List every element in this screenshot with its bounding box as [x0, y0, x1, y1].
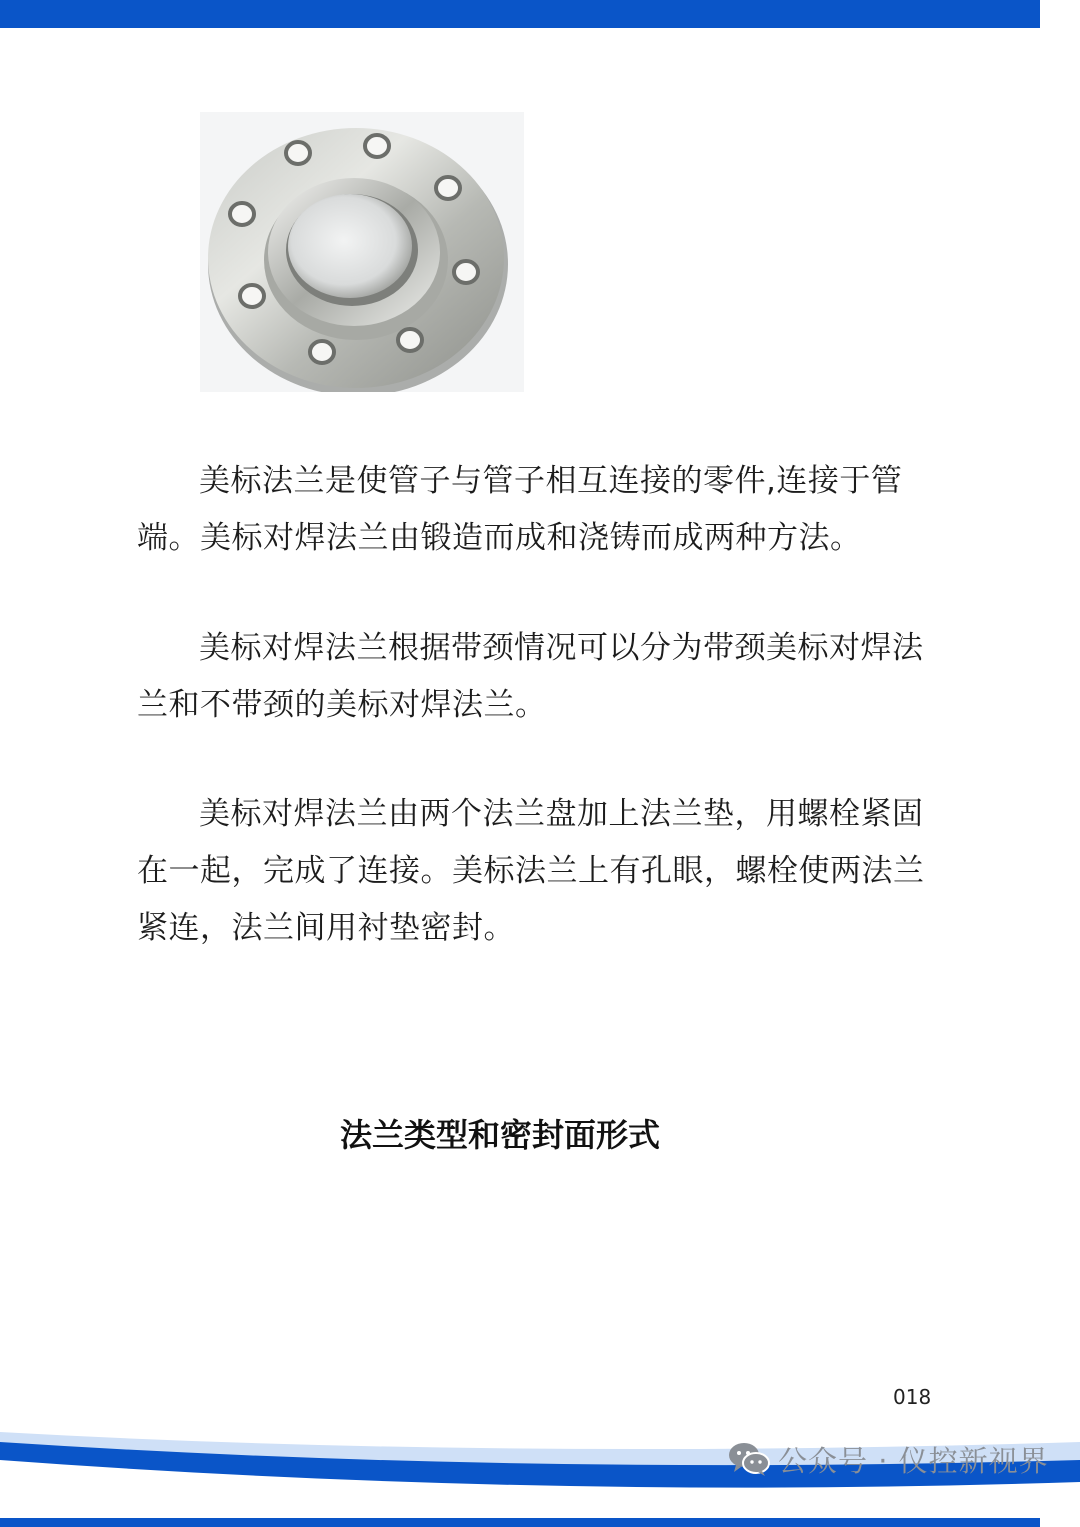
paragraph-connection: 美标对焊法兰由两个法兰盘加上法兰垫，用螺栓紧固在一起，完成了连接。美标法兰上有孔眼，螺栓使两法兰紧连，法兰间用衬垫密封。: [137, 796, 925, 946]
top-header-bar: [0, 0, 1040, 28]
paragraph-intro: 美标法兰是使管子与管子相互连接的零件,连接于管端。美标对焊法兰由锻造而成和浇铸而成两种方法。: [137, 463, 903, 556]
section-heading: 法兰类型和密封面形式: [339, 1116, 660, 1154]
page-number: 018: [893, 1385, 932, 1409]
wechat-icon: [728, 1441, 770, 1477]
watermark-text: 公众号 · 仪控新视界: [778, 1443, 1049, 1478]
flange-photo: [200, 112, 524, 392]
paragraph-neck-types: 美标对焊法兰根据带颈情况可以分为带颈美标对焊法兰和不带颈的美标对焊法兰。: [137, 630, 924, 723]
watermark: [728, 1436, 1049, 1482]
